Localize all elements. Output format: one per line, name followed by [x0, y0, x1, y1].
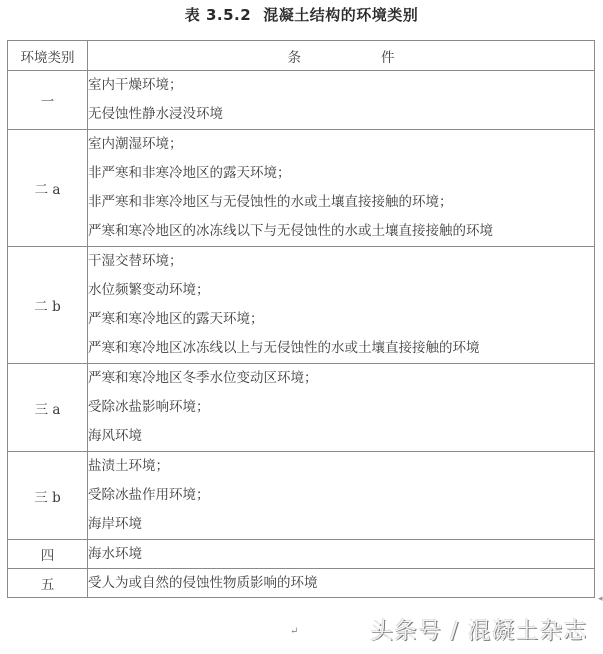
condition-line: 海岸环境	[88, 516, 142, 532]
table-title-text: 混凝土结构的环境类别	[263, 6, 419, 24]
category-cell: 四	[8, 540, 88, 569]
condition-cell	[88, 540, 595, 569]
condition-line: 严寒和寒冷地区的冰冻线以下与无侵蚀性的水或土壤直接接触的环境	[88, 223, 493, 239]
condition-line: 水位频繁变动环境；	[88, 282, 210, 298]
condition-line: 海水环境	[88, 546, 142, 562]
category-cell: 二 b	[8, 247, 88, 364]
category-cell: 五	[8, 569, 88, 598]
condition-line: 严寒和寒冷地区的露天环境；	[88, 311, 264, 327]
table-row	[8, 452, 595, 540]
category-cell: 三 a	[8, 364, 88, 452]
table-title	[0, 4, 603, 25]
condition-cell	[88, 71, 595, 130]
header-condition-left: 条	[287, 49, 301, 66]
condition-line: 严寒和寒冷地区冰冻线以上与无侵蚀性的水或土壤直接接触的环境	[88, 340, 480, 356]
table-row	[8, 364, 595, 452]
condition-line: 受除冰盐作用环境；	[88, 487, 210, 503]
condition-line: 严寒和寒冷地区冬季水位变动区环境；	[88, 370, 318, 386]
condition-line: 无侵蚀性静水浸没环境	[88, 106, 223, 122]
table-row	[8, 71, 595, 130]
table-number: 表 3.5.2	[184, 6, 252, 24]
table-row	[8, 540, 595, 569]
watermark: 头条号 / 混凝土杂志	[370, 618, 588, 644]
condition-cell	[88, 247, 595, 364]
table-row	[8, 130, 595, 247]
header-category: 环境类别	[8, 41, 88, 71]
condition-cell	[88, 452, 595, 540]
condition-cell	[88, 130, 595, 247]
table-row	[8, 569, 595, 598]
condition-line: 非严寒和非寒冷地区的露天环境；	[88, 165, 291, 181]
edge-mark-icon: ◂	[598, 594, 603, 604]
table-row	[8, 247, 595, 364]
condition-line: 海风环境	[88, 428, 142, 444]
condition-line: 室内干燥环境；	[88, 77, 183, 93]
category-cell: 二 a	[8, 130, 88, 247]
condition-line: 室内潮湿环境；	[88, 136, 183, 152]
condition-line: 受人为或自然的侵蚀性物质影响的环境	[88, 575, 318, 591]
environment-category-table	[7, 40, 595, 598]
header-condition	[88, 41, 595, 71]
condition-cell	[88, 569, 595, 598]
category-cell: 三 b	[8, 452, 88, 540]
category-cell: 一	[8, 71, 88, 130]
condition-line: 受除冰盐影响环境；	[88, 399, 210, 415]
condition-line: 盐渍土环境；	[88, 458, 169, 474]
condition-line: 干湿交替环境；	[88, 253, 183, 269]
paragraph-mark-icon: ↵	[290, 626, 299, 637]
header-condition-right: 件	[381, 49, 395, 66]
condition-line: 非严寒和非寒冷地区与无侵蚀性的水或土壤直接接触的环境；	[88, 194, 453, 210]
header-row	[8, 41, 595, 71]
condition-cell	[88, 364, 595, 452]
